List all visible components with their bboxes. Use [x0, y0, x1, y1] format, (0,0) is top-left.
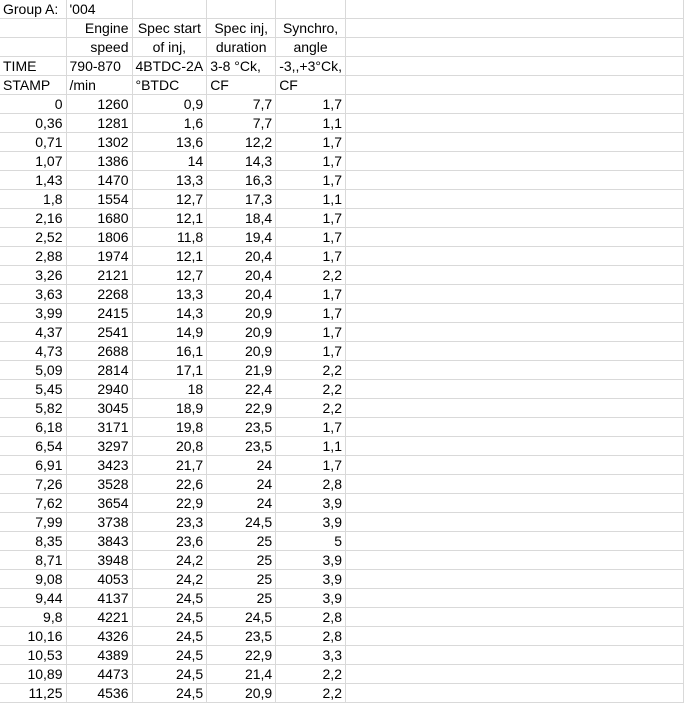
cell-spec-start[interactable]: 12,7	[132, 190, 207, 209]
table-row	[0, 627, 683, 646]
cell-group-id[interactable]: '004	[66, 0, 132, 19]
cell-spec-start[interactable]: 24,5	[132, 684, 207, 703]
cell-empty[interactable]	[345, 304, 683, 323]
table-row	[0, 456, 683, 475]
cell-engine-speed[interactable]: 4221	[66, 608, 132, 627]
cell-group-label[interactable]: Group A:	[0, 0, 66, 19]
cell-time-stamp[interactable]: 0,36	[0, 114, 66, 133]
cell-engine-speed[interactable]: 2415	[66, 304, 132, 323]
cell-synchro-angle[interactable]: 1,7	[276, 228, 346, 247]
cell-empty[interactable]	[345, 38, 683, 57]
table-row	[0, 608, 683, 627]
cell-time-stamp[interactable]: 1,43	[0, 171, 66, 190]
cell-spec-duration[interactable]: 7,7	[207, 114, 276, 133]
cell-engine-speed[interactable]: 1806	[66, 228, 132, 247]
cell-spec-duration[interactable]: 21,4	[207, 665, 276, 684]
cell-engine-speed[interactable]: 2121	[66, 266, 132, 285]
cell-empty[interactable]	[345, 608, 683, 627]
cell-spec-duration[interactable]: 16,3	[207, 171, 276, 190]
cell-empty[interactable]	[345, 19, 683, 38]
cell-spec-start[interactable]: 0,9	[132, 95, 207, 114]
cell-empty[interactable]	[345, 247, 683, 266]
cell-engine-speed[interactable]: 1260	[66, 95, 132, 114]
table-row	[0, 361, 683, 380]
cell-spec-start[interactable]: 19,8	[132, 418, 207, 437]
table-row	[0, 323, 683, 342]
cell-synchro-angle[interactable]: 2,8	[276, 627, 346, 646]
cell-empty[interactable]	[345, 342, 683, 361]
table-row	[0, 475, 683, 494]
cell-engine-speed[interactable]: 1281	[66, 114, 132, 133]
cell-header-speed[interactable]: speed	[66, 38, 132, 57]
cell-engine-speed[interactable]: 3738	[66, 513, 132, 532]
cell-engine-speed[interactable]: 1974	[66, 247, 132, 266]
cell-header-duration[interactable]: duration	[207, 38, 276, 57]
header-row-5	[0, 76, 683, 95]
cell-spec-start[interactable]: 1,6	[132, 114, 207, 133]
header-row-3	[0, 38, 683, 57]
cell-synchro-angle[interactable]: 3,3	[276, 646, 346, 665]
cell-empty[interactable]	[345, 57, 683, 76]
cell-spec-start[interactable]: 23,3	[132, 513, 207, 532]
cell-spec-start[interactable]: 12,1	[132, 247, 207, 266]
cell-time-stamp[interactable]: 3,63	[0, 285, 66, 304]
cell-engine-speed[interactable]: 3948	[66, 551, 132, 570]
cell-synchro-angle[interactable]: 2,8	[276, 608, 346, 627]
cell-time-stamp[interactable]: 1,07	[0, 152, 66, 171]
cell-spec-duration[interactable]: 20,9	[207, 342, 276, 361]
cell-time-stamp[interactable]: 10,53	[0, 646, 66, 665]
cell-engine-speed[interactable]: 3528	[66, 475, 132, 494]
cell-empty[interactable]	[345, 418, 683, 437]
cell-engine-speed[interactable]: 4326	[66, 627, 132, 646]
cell-header-synchro[interactable]: Synchro,	[276, 19, 346, 38]
cell-empty[interactable]	[345, 323, 683, 342]
cell-spec-start[interactable]: 24,5	[132, 627, 207, 646]
cell-time-stamp[interactable]: 7,62	[0, 494, 66, 513]
cell-time-stamp[interactable]: 2,16	[0, 209, 66, 228]
cell-spec-duration[interactable]: 24	[207, 494, 276, 513]
cell-synchro-angle[interactable]: 2,2	[276, 361, 346, 380]
cell-time-stamp[interactable]: 10,16	[0, 627, 66, 646]
cell-spec-start[interactable]: 13,3	[132, 171, 207, 190]
cell-spec-duration[interactable]: 23,5	[207, 418, 276, 437]
cell-header-angle[interactable]: angle	[276, 38, 346, 57]
cell-engine-speed[interactable]: 2814	[66, 361, 132, 380]
cell-engine-speed[interactable]: 3171	[66, 418, 132, 437]
table-row	[0, 133, 683, 152]
cell-empty[interactable]	[345, 114, 683, 133]
cell-time-stamp[interactable]: 5,82	[0, 399, 66, 418]
cell-empty[interactable]	[345, 190, 683, 209]
cell-spec-start[interactable]: 24,5	[132, 589, 207, 608]
cell-time-stamp[interactable]: 6,18	[0, 418, 66, 437]
cell-spec-start[interactable]: 12,7	[132, 266, 207, 285]
cell-time-stamp[interactable]: 3,26	[0, 266, 66, 285]
table-row	[0, 494, 683, 513]
table-row	[0, 114, 683, 133]
table-row	[0, 209, 683, 228]
table-row	[0, 228, 683, 247]
cell-synchro-angle[interactable]: 1,7	[276, 95, 346, 114]
cell-spec-duration[interactable]: 24	[207, 475, 276, 494]
table-row	[0, 551, 683, 570]
cell-synchro-angle[interactable]: 1,7	[276, 247, 346, 266]
table-row	[0, 171, 683, 190]
cell-synchro-angle[interactable]: 1,7	[276, 304, 346, 323]
cell-empty[interactable]	[0, 38, 66, 57]
cell-synchro-angle[interactable]: 1,7	[276, 133, 346, 152]
cell-time-stamp[interactable]: 11,25	[0, 684, 66, 703]
cell-empty[interactable]	[345, 380, 683, 399]
cell-header-speed-unit[interactable]: /min	[66, 76, 132, 95]
cell-spec-start[interactable]: 24,5	[132, 646, 207, 665]
cell-spec-duration[interactable]: 25	[207, 532, 276, 551]
cell-time-stamp[interactable]: 6,91	[0, 456, 66, 475]
cell-synchro-angle[interactable]: 1,1	[276, 114, 346, 133]
cell-engine-speed[interactable]: 4389	[66, 646, 132, 665]
cell-synchro-angle[interactable]: 1,1	[276, 190, 346, 209]
cell-time-stamp[interactable]: 8,35	[0, 532, 66, 551]
cell-spec-duration[interactable]: 25	[207, 589, 276, 608]
cell-engine-speed[interactable]: 1302	[66, 133, 132, 152]
cell-empty[interactable]	[345, 570, 683, 589]
table-row	[0, 513, 683, 532]
cell-spec-duration[interactable]: 20,4	[207, 266, 276, 285]
cell-synchro-angle[interactable]: 2,8	[276, 475, 346, 494]
cell-empty[interactable]	[345, 361, 683, 380]
cell-spec-start[interactable]: 14,3	[132, 304, 207, 323]
cell-header-engine[interactable]: Engine	[66, 19, 132, 38]
cell-spec-start[interactable]: 11,8	[132, 228, 207, 247]
table-row	[0, 665, 683, 684]
cell-spec-start[interactable]: 21,7	[132, 456, 207, 475]
cell-time-stamp[interactable]: 7,99	[0, 513, 66, 532]
cell-empty[interactable]	[345, 551, 683, 570]
cell-time-stamp[interactable]: 3,99	[0, 304, 66, 323]
cell-spec-start[interactable]: 24,5	[132, 608, 207, 627]
cell-engine-speed[interactable]: 2541	[66, 323, 132, 342]
cell-empty[interactable]	[345, 437, 683, 456]
cell-synchro-angle[interactable]: 5	[276, 532, 346, 551]
cell-engine-speed[interactable]: 2940	[66, 380, 132, 399]
cell-empty[interactable]	[345, 0, 683, 19]
cell-empty[interactable]	[0, 19, 66, 38]
cell-spec-start[interactable]: 24,5	[132, 665, 207, 684]
cell-synchro-angle[interactable]: 2,2	[276, 684, 346, 703]
cell-synchro-angle[interactable]: 2,2	[276, 380, 346, 399]
cell-empty[interactable]	[345, 76, 683, 95]
table-row	[0, 152, 683, 171]
table-row	[0, 95, 683, 114]
table-row	[0, 646, 683, 665]
cell-empty[interactable]	[345, 589, 683, 608]
cell-spec-duration[interactable]: 23,5	[207, 627, 276, 646]
table-row	[0, 304, 683, 323]
cell-spec-duration[interactable]: 20,9	[207, 323, 276, 342]
table-row	[0, 684, 683, 703]
cell-spec-duration[interactable]: 21,9	[207, 361, 276, 380]
cell-spec-start[interactable]: 17,1	[132, 361, 207, 380]
cell-spec-start[interactable]: 12,1	[132, 209, 207, 228]
cell-spec-start[interactable]: 13,6	[132, 133, 207, 152]
cell-spec-start[interactable]: 22,6	[132, 475, 207, 494]
cell-synchro-angle[interactable]: 1,7	[276, 209, 346, 228]
cell-time-stamp[interactable]: 9,08	[0, 570, 66, 589]
cell-synchro-angle[interactable]: 1,7	[276, 152, 346, 171]
cell-header-start-unit[interactable]: °BTDC	[132, 76, 207, 95]
cell-synchro-angle[interactable]: 1,7	[276, 418, 346, 437]
cell-spec-duration[interactable]: 24	[207, 456, 276, 475]
cell-empty[interactable]	[345, 171, 683, 190]
cell-header-start-range[interactable]: 4BTDC-2A	[132, 57, 207, 76]
table-row	[0, 570, 683, 589]
cell-empty[interactable]	[345, 646, 683, 665]
cell-spec-duration[interactable]: 20,4	[207, 285, 276, 304]
cell-time-stamp[interactable]: 1,8	[0, 190, 66, 209]
cell-time-stamp[interactable]: 8,71	[0, 551, 66, 570]
cell-empty[interactable]	[345, 665, 683, 684]
cell-time-stamp[interactable]: 4,73	[0, 342, 66, 361]
cell-synchro-angle[interactable]: 1,7	[276, 342, 346, 361]
cell-empty[interactable]	[345, 627, 683, 646]
cell-synchro-angle[interactable]: 1,7	[276, 285, 346, 304]
cell-empty[interactable]	[345, 209, 683, 228]
cell-synchro-angle[interactable]: 2,2	[276, 665, 346, 684]
cell-spec-start[interactable]: 13,3	[132, 285, 207, 304]
cell-engine-speed[interactable]: 1680	[66, 209, 132, 228]
cell-empty[interactable]	[345, 285, 683, 304]
cell-spec-duration[interactable]: 22,9	[207, 646, 276, 665]
cell-spec-duration[interactable]: 25	[207, 570, 276, 589]
table-row	[0, 285, 683, 304]
cell-spec-duration[interactable]: 22,9	[207, 399, 276, 418]
cell-time-stamp[interactable]: 5,09	[0, 361, 66, 380]
cell-time-stamp[interactable]: 2,52	[0, 228, 66, 247]
cell-header-duration-range[interactable]: 3-8 °Ck,	[207, 57, 276, 76]
cell-spec-duration[interactable]: 17,3	[207, 190, 276, 209]
cell-empty[interactable]	[345, 399, 683, 418]
table-row	[0, 399, 683, 418]
table-row	[0, 418, 683, 437]
cell-engine-speed[interactable]: 2268	[66, 285, 132, 304]
cell-header-speed-range[interactable]: 790-870	[66, 57, 132, 76]
cell-engine-speed[interactable]: 4137	[66, 589, 132, 608]
cell-spec-duration[interactable]: 19,4	[207, 228, 276, 247]
cell-empty[interactable]	[345, 684, 683, 703]
table-row	[0, 190, 683, 209]
cell-engine-speed[interactable]: 3423	[66, 456, 132, 475]
cell-engine-speed[interactable]: 1470	[66, 171, 132, 190]
cell-spec-duration[interactable]: 24,5	[207, 608, 276, 627]
cell-spec-start[interactable]: 14,9	[132, 323, 207, 342]
cell-time-stamp[interactable]: 5,45	[0, 380, 66, 399]
cell-synchro-angle[interactable]: 2,2	[276, 266, 346, 285]
cell-spec-duration[interactable]: 20,9	[207, 304, 276, 323]
cell-header-angle-unit[interactable]: CF	[276, 76, 346, 95]
cell-spec-start[interactable]: 16,1	[132, 342, 207, 361]
cell-engine-speed[interactable]: 1386	[66, 152, 132, 171]
cell-time-stamp[interactable]: 0	[0, 95, 66, 114]
cell-time-stamp[interactable]: 2,88	[0, 247, 66, 266]
cell-empty[interactable]	[345, 152, 683, 171]
cell-empty[interactable]	[345, 513, 683, 532]
table-row	[0, 589, 683, 608]
cell-spec-start[interactable]: 18	[132, 380, 207, 399]
cell-empty[interactable]	[345, 95, 683, 114]
cell-engine-speed[interactable]: 4053	[66, 570, 132, 589]
cell-spec-duration[interactable]: 12,2	[207, 133, 276, 152]
cell-empty[interactable]	[345, 133, 683, 152]
header-row-4	[0, 57, 683, 76]
cell-empty[interactable]	[345, 228, 683, 247]
table-row	[0, 380, 683, 399]
cell-synchro-angle[interactable]: 2,2	[276, 399, 346, 418]
table-row	[0, 266, 683, 285]
cell-synchro-angle[interactable]: 3,9	[276, 551, 346, 570]
cell-synchro-angle[interactable]: 3,9	[276, 570, 346, 589]
cell-spec-duration[interactable]: 24,5	[207, 513, 276, 532]
cell-header-duration-unit[interactable]: CF	[207, 76, 276, 95]
cell-time-stamp[interactable]: 7,26	[0, 475, 66, 494]
cell-engine-speed[interactable]: 4473	[66, 665, 132, 684]
cell-header-stamp[interactable]: STAMP	[0, 76, 66, 95]
cell-spec-duration[interactable]: 18,4	[207, 209, 276, 228]
cell-spec-duration[interactable]: 25	[207, 551, 276, 570]
cell-spec-start[interactable]: 18,9	[132, 399, 207, 418]
cell-engine-speed[interactable]: 1554	[66, 190, 132, 209]
header-row-2	[0, 19, 683, 38]
cell-spec-start[interactable]: 24,2	[132, 551, 207, 570]
cell-spec-start[interactable]: 14	[132, 152, 207, 171]
cell-time-stamp[interactable]: 9,8	[0, 608, 66, 627]
cell-time-stamp[interactable]: 4,37	[0, 323, 66, 342]
cell-engine-speed[interactable]: 3843	[66, 532, 132, 551]
table-row	[0, 247, 683, 266]
cell-time-stamp[interactable]: 9,44	[0, 589, 66, 608]
cell-spec-duration[interactable]: 20,9	[207, 684, 276, 703]
cell-header-of-inj[interactable]: of inj,	[132, 38, 207, 57]
cell-engine-speed[interactable]: 3045	[66, 399, 132, 418]
cell-synchro-angle[interactable]: 3,9	[276, 589, 346, 608]
cell-synchro-angle[interactable]: 1,7	[276, 171, 346, 190]
cell-spec-duration[interactable]: 14,3	[207, 152, 276, 171]
cell-engine-speed[interactable]: 4536	[66, 684, 132, 703]
cell-engine-speed[interactable]: 3297	[66, 437, 132, 456]
cell-spec-start[interactable]: 23,6	[132, 532, 207, 551]
cell-spec-start[interactable]: 20,8	[132, 437, 207, 456]
table-row	[0, 532, 683, 551]
cell-synchro-angle[interactable]: 1,7	[276, 456, 346, 475]
cell-spec-duration[interactable]: 7,7	[207, 95, 276, 114]
table-row	[0, 437, 683, 456]
cell-header-spec-inj[interactable]: Spec inj,	[207, 19, 276, 38]
cell-synchro-angle[interactable]: 3,9	[276, 494, 346, 513]
cell-time-stamp[interactable]: 0,71	[0, 133, 66, 152]
cell-spec-start[interactable]: 22,9	[132, 494, 207, 513]
cell-spec-duration[interactable]: 22,4	[207, 380, 276, 399]
cell-synchro-angle[interactable]: 1,1	[276, 437, 346, 456]
cell-empty[interactable]	[207, 0, 276, 19]
cell-engine-speed[interactable]: 3654	[66, 494, 132, 513]
cell-engine-speed[interactable]: 2688	[66, 342, 132, 361]
cell-empty[interactable]	[345, 494, 683, 513]
cell-spec-duration[interactable]: 23,5	[207, 437, 276, 456]
cell-header-angle-range[interactable]: -3,,+3°Ck,	[276, 57, 346, 76]
cell-header-spec-start[interactable]: Spec start	[132, 19, 207, 38]
cell-empty[interactable]	[276, 0, 346, 19]
header-row-1	[0, 0, 683, 19]
cell-empty[interactable]	[132, 0, 207, 19]
cell-synchro-angle[interactable]: 1,7	[276, 323, 346, 342]
cell-spec-start[interactable]: 24,2	[132, 570, 207, 589]
cell-empty[interactable]	[345, 266, 683, 285]
cell-synchro-angle[interactable]: 3,9	[276, 513, 346, 532]
table-row	[0, 342, 683, 361]
cell-empty[interactable]	[345, 475, 683, 494]
cell-time-stamp[interactable]: 10,89	[0, 665, 66, 684]
cell-empty[interactable]	[345, 456, 683, 475]
cell-spec-duration[interactable]: 20,4	[207, 247, 276, 266]
cell-empty[interactable]	[345, 532, 683, 551]
cell-time-stamp[interactable]: 6,54	[0, 437, 66, 456]
cell-header-time[interactable]: TIME	[0, 57, 66, 76]
